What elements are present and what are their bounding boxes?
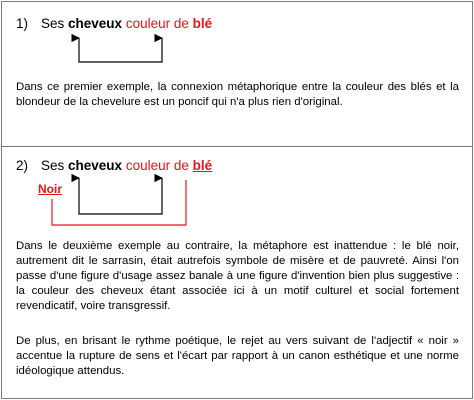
arrow-2-connector <box>79 178 162 214</box>
arrow-1-connector <box>79 38 162 62</box>
word-couleur-de: couleur de <box>125 16 189 31</box>
word-noir: Noir <box>38 182 62 196</box>
example-2-paragraph-2: De plus, en brisant le rythme poétique, le rejet au vers suivant de l'adjectif « noir » accentue la rupture de sens et l'écart par rapport à un canon esthétique et une norme idéologique attendus. <box>16 335 459 377</box>
word-ses: Ses <box>41 16 65 31</box>
word-cheveux: cheveux <box>68 158 123 173</box>
word-ses: Ses <box>41 158 65 173</box>
word-ble-underlined: blé <box>192 158 213 173</box>
example-1-number: 1) <box>16 16 29 31</box>
example-1-paragraph: Dans ce premier exemple, la connexion métaphorique entre la couleur des blés et la blondeur de la chevelure est un poncif qui n'a plus rien d'original. <box>16 81 459 108</box>
word-couleur-de: couleur de <box>125 158 189 173</box>
word-cheveux: cheveux <box>68 16 123 31</box>
example-2-paragraph-1: Dans le deuxième exemple au contraire, la métaphore est inattendue : le blé noir, autrement dit le sarrasin, était autrefois symbole de misère et de pauvreté. Ainsi l'on passe d'une figure d'usage assez banale à une figure d'invention bien plus suggestive : la couleur des cheveux étant associée ici à un motif culturel et social fortement revendicatif, voire transgressif. <box>16 240 459 312</box>
example-2-number: 2) <box>16 158 29 173</box>
word-ble: blé <box>192 16 213 31</box>
noir-bracket <box>52 180 186 225</box>
